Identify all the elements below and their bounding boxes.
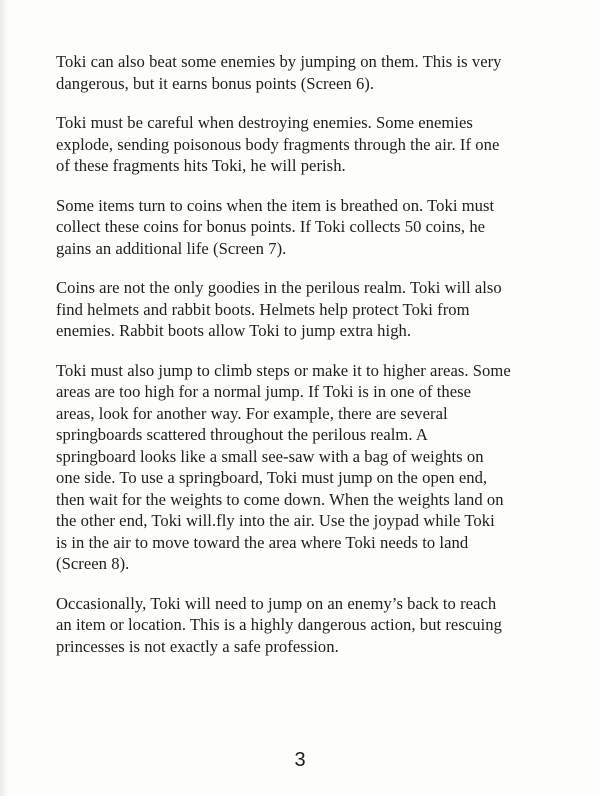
paragraph-jumping-on-enemies: [56, 51, 556, 94]
scan-edge-shadow: [0, 0, 8, 796]
text-line: Toki must also jump to climb steps or make it to higher areas. Some: [56, 360, 511, 380]
text-line: gains an additional life (Screen 7).: [56, 238, 287, 258]
text-line: areas, look for another way. For example, there are several: [56, 403, 448, 423]
text-line: collect these coins for bonus points. If Toki collects 50 coins, he: [56, 217, 486, 236]
text-line: areas are too high for a normal jump. If Toki is in one of these: [56, 382, 472, 401]
text-line: Coins are not the only goodies in the perilous realm. Toki will also: [56, 278, 502, 297]
text-line: springboards scattered throughout the perilous realm. A: [56, 425, 428, 444]
text-line: (Screen 8).: [56, 554, 130, 573]
text-line: enemies. Rabbit boots allow Toki to jump extra high.: [56, 321, 412, 340]
text-line: Some items turn to coins when the item is breathed on. Toki must: [56, 195, 495, 215]
text-line: is in the air to move toward the area where Toki needs to land: [56, 532, 469, 552]
text-line: explode, sending poisonous body fragments through the air. If one: [56, 134, 500, 154]
text-line: princesses is not exactly a safe profession.: [56, 636, 339, 656]
text-line: Toki must be careful when destroying enemies. Some enemies: [56, 113, 473, 132]
text-line: an item or location. This is a highly dangerous action, but rescuing: [56, 615, 502, 634]
text-line: springboard looks like a small see-saw with a bag of weights on: [56, 446, 484, 466]
text-line: of these fragments hits Toki, he will perish.: [56, 156, 346, 175]
paragraph-enemy-back: [56, 593, 556, 658]
paragraph-coins: [56, 195, 556, 260]
text-line: then wait for the weights to come down. When the weights land on: [56, 489, 504, 509]
text-line: the other end, Toki will.fly into the air. Use the joypad while Toki: [56, 511, 495, 530]
body-text: [56, 51, 556, 675]
text-line: find helmets and rabbit boots. Helmets help protect Toki from: [56, 299, 470, 319]
text-line: Occasionally, Toki will need to jump on an enemy’s back to reach: [56, 593, 497, 613]
text-line: Toki can also beat some enemies by jumping on them. This is very: [56, 52, 502, 71]
paragraph-helmets-boots: [56, 277, 556, 342]
text-line: one side. To use a springboard, Toki must jump on the open end,: [56, 468, 488, 487]
paragraph-springboards: [56, 360, 556, 575]
paragraph-exploding-enemies: [56, 112, 556, 177]
text-line: dangerous, but it earns bonus points (Screen 6).: [56, 73, 375, 93]
page-number: 3: [294, 749, 306, 771]
